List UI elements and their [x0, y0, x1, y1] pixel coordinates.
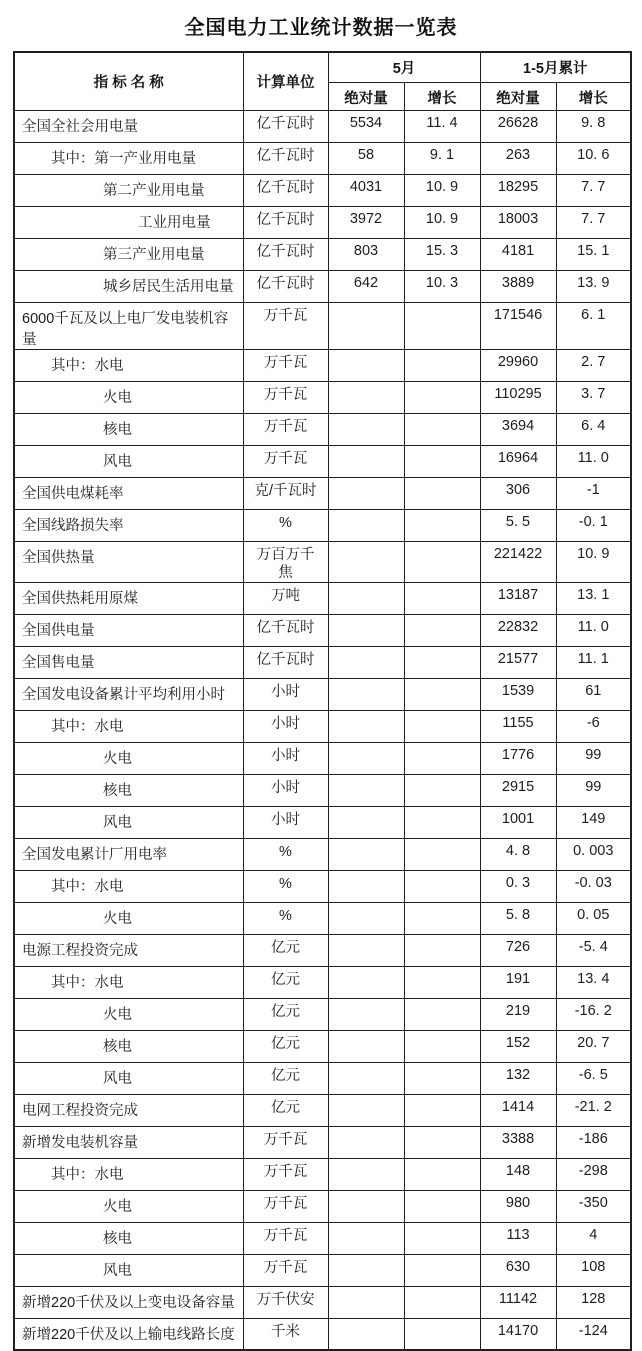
indicator-cell: 全国供热耗用原煤	[14, 582, 243, 614]
table-row	[14, 742, 631, 774]
unit-cell: 万千瓦	[243, 381, 328, 413]
may-absolute-cell	[328, 774, 404, 806]
table-row	[14, 238, 631, 270]
may-growth-cell	[404, 838, 480, 870]
unit-cell: 万吨	[243, 582, 328, 614]
cumulative-growth-cell: 13. 1	[556, 582, 631, 614]
unit-cell: 小时	[243, 678, 328, 710]
unit-cell: 万千伏安	[243, 1286, 328, 1318]
unit-cell: 亿千瓦时	[243, 110, 328, 142]
may-absolute-cell	[328, 1254, 404, 1286]
cumulative-growth-cell: 149	[556, 806, 631, 838]
may-growth-cell: 10. 3	[404, 270, 480, 302]
indicator-cell: 城乡居民生活用电量	[14, 270, 243, 302]
cumulative-absolute-cell: 29960	[480, 349, 556, 381]
indicator-cell: 新增发电装机容量	[14, 1126, 243, 1158]
table-row	[14, 678, 631, 710]
cumulative-absolute-cell: 2915	[480, 774, 556, 806]
cumulative-absolute-cell: 630	[480, 1254, 556, 1286]
indicator-cell: 其中：水电	[14, 349, 243, 381]
may-absolute-cell: 803	[328, 238, 404, 270]
table-row	[14, 1062, 631, 1094]
may-absolute-cell	[328, 302, 404, 349]
indicator-cell: 火电	[14, 998, 243, 1030]
indicator-cell: 6000千瓦及以上电厂发电装机容量	[14, 302, 243, 349]
unit-cell: 万千瓦	[243, 1254, 328, 1286]
unit-cell: 亿元	[243, 1030, 328, 1062]
cumulative-absolute-cell: 16964	[480, 445, 556, 477]
indicator-cell: 全国供电煤耗率	[14, 477, 243, 509]
may-growth-cell	[404, 1062, 480, 1094]
may-absolute-cell: 4031	[328, 174, 404, 206]
may-growth-cell	[404, 1190, 480, 1222]
table-header	[14, 52, 631, 110]
indicator-cell: 核电	[14, 1030, 243, 1062]
cumulative-absolute-cell: 110295	[480, 381, 556, 413]
indicator-cell: 全国发电设备累计平均利用小时	[14, 678, 243, 710]
unit-cell: 千米	[243, 1318, 328, 1350]
table-row	[14, 710, 631, 742]
cumulative-absolute-cell: 263	[480, 142, 556, 174]
cumulative-absolute-cell: 14170	[480, 1318, 556, 1350]
table-row	[14, 349, 631, 381]
may-growth-cell	[404, 998, 480, 1030]
unit-cell: 万千瓦	[243, 1126, 328, 1158]
indicator-cell: 全国售电量	[14, 646, 243, 678]
cumulative-absolute-cell: 4181	[480, 238, 556, 270]
cumulative-growth-cell: 0. 003	[556, 838, 631, 870]
may-absolute-cell	[328, 998, 404, 1030]
unit-cell: 亿千瓦时	[243, 238, 328, 270]
table-row	[14, 1126, 631, 1158]
cumulative-absolute-cell: 22832	[480, 614, 556, 646]
cumulative-growth-cell: -6	[556, 710, 631, 742]
unit-cell: 万千瓦	[243, 1190, 328, 1222]
may-growth-cell: 15. 3	[404, 238, 480, 270]
indicator-cell: 风电	[14, 445, 243, 477]
table-row	[14, 646, 631, 678]
cumulative-growth-cell: 6. 1	[556, 302, 631, 349]
cumulative-absolute-cell: 4. 8	[480, 838, 556, 870]
indicator-cell: 全国供电量	[14, 614, 243, 646]
cumulative-absolute-cell: 1001	[480, 806, 556, 838]
may-absolute-cell	[328, 646, 404, 678]
may-growth-cell	[404, 349, 480, 381]
cumulative-absolute-cell: 171546	[480, 302, 556, 349]
table-row	[14, 110, 631, 142]
may-growth-cell: 11. 4	[404, 110, 480, 142]
header-cumulative-growth: 增长	[556, 82, 631, 110]
unit-cell: 万千瓦	[243, 1158, 328, 1190]
indicator-cell: 核电	[14, 1222, 243, 1254]
cumulative-growth-cell: 3. 7	[556, 381, 631, 413]
may-absolute-cell	[328, 1222, 404, 1254]
unit-cell: 克/千瓦时	[243, 477, 328, 509]
indicator-cell: 风电	[14, 1254, 243, 1286]
table-row	[14, 870, 631, 902]
may-growth-cell	[404, 806, 480, 838]
may-growth-cell	[404, 1318, 480, 1350]
may-absolute-cell	[328, 413, 404, 445]
cumulative-absolute-cell: 18003	[480, 206, 556, 238]
table-row	[14, 270, 631, 302]
cumulative-growth-cell: 0. 05	[556, 902, 631, 934]
header-may-absolute: 绝对量	[328, 82, 404, 110]
cumulative-growth-cell: 7. 7	[556, 174, 631, 206]
may-growth-cell	[404, 1286, 480, 1318]
cumulative-growth-cell: 108	[556, 1254, 631, 1286]
unit-cell: 亿元	[243, 1094, 328, 1126]
may-absolute-cell	[328, 541, 404, 582]
cumulative-growth-cell: -6. 5	[556, 1062, 631, 1094]
table-row	[14, 1094, 631, 1126]
stats-table	[13, 51, 632, 1351]
cumulative-absolute-cell: 148	[480, 1158, 556, 1190]
unit-cell: 万千瓦	[243, 1222, 328, 1254]
table-row	[14, 413, 631, 445]
may-absolute-cell: 3972	[328, 206, 404, 238]
table-row	[14, 838, 631, 870]
may-growth-cell: 10. 9	[404, 206, 480, 238]
unit-cell: 亿元	[243, 934, 328, 966]
table-row	[14, 174, 631, 206]
cumulative-absolute-cell: 306	[480, 477, 556, 509]
cumulative-absolute-cell: 726	[480, 934, 556, 966]
cumulative-growth-cell: 10. 9	[556, 541, 631, 582]
cumulative-absolute-cell: 221422	[480, 541, 556, 582]
cumulative-growth-cell: 11. 1	[556, 646, 631, 678]
may-absolute-cell: 58	[328, 142, 404, 174]
unit-cell: 小时	[243, 710, 328, 742]
indicator-cell: 火电	[14, 902, 243, 934]
indicator-cell: 全国供热量	[14, 541, 243, 582]
may-absolute-cell	[328, 806, 404, 838]
table-row	[14, 614, 631, 646]
indicator-cell: 电网工程投资完成	[14, 1094, 243, 1126]
table-row	[14, 966, 631, 998]
cumulative-absolute-cell: 1414	[480, 1094, 556, 1126]
may-absolute-cell	[328, 966, 404, 998]
may-absolute-cell	[328, 1190, 404, 1222]
cumulative-absolute-cell: 219	[480, 998, 556, 1030]
cumulative-growth-cell: 4	[556, 1222, 631, 1254]
table-row	[14, 902, 631, 934]
cumulative-growth-cell: 61	[556, 678, 631, 710]
table-row	[14, 1222, 631, 1254]
may-growth-cell	[404, 774, 480, 806]
may-growth-cell	[404, 509, 480, 541]
cumulative-growth-cell: 9. 8	[556, 110, 631, 142]
indicator-cell: 第三产业用电量	[14, 238, 243, 270]
may-absolute-cell	[328, 477, 404, 509]
cumulative-absolute-cell: 5. 8	[480, 902, 556, 934]
cumulative-absolute-cell: 18295	[480, 174, 556, 206]
may-absolute-cell	[328, 445, 404, 477]
cumulative-growth-cell: 99	[556, 774, 631, 806]
table-row	[14, 1254, 631, 1286]
indicator-cell: 核电	[14, 774, 243, 806]
cumulative-absolute-cell: 132	[480, 1062, 556, 1094]
table-row	[14, 774, 631, 806]
may-growth-cell	[404, 1158, 480, 1190]
table-row	[14, 1190, 631, 1222]
unit-cell: 亿千瓦时	[243, 142, 328, 174]
cumulative-growth-cell: -0. 1	[556, 509, 631, 541]
may-growth-cell	[404, 1094, 480, 1126]
may-absolute-cell	[328, 678, 404, 710]
table-row	[14, 302, 631, 349]
indicator-cell: 其中：水电	[14, 1158, 243, 1190]
cumulative-growth-cell: 6. 4	[556, 413, 631, 445]
may-growth-cell	[404, 445, 480, 477]
indicator-cell: 核电	[14, 413, 243, 445]
may-absolute-cell	[328, 1318, 404, 1350]
cumulative-absolute-cell: 980	[480, 1190, 556, 1222]
table-row	[14, 1318, 631, 1350]
may-absolute-cell: 642	[328, 270, 404, 302]
header-may-growth: 增长	[404, 82, 480, 110]
unit-cell: 万千瓦	[243, 302, 328, 349]
table-body	[14, 110, 631, 1350]
may-growth-cell	[404, 1254, 480, 1286]
unit-cell: 小时	[243, 806, 328, 838]
may-growth-cell: 9. 1	[404, 142, 480, 174]
cumulative-absolute-cell: 152	[480, 1030, 556, 1062]
unit-cell: 亿元	[243, 998, 328, 1030]
table-row	[14, 509, 631, 541]
indicator-cell: 火电	[14, 381, 243, 413]
header-row-groups	[14, 52, 631, 82]
cumulative-growth-cell: -186	[556, 1126, 631, 1158]
may-absolute-cell	[328, 934, 404, 966]
unit-cell: 亿千瓦时	[243, 174, 328, 206]
unit-cell: %	[243, 902, 328, 934]
may-absolute-cell	[328, 1094, 404, 1126]
may-absolute-cell	[328, 1030, 404, 1062]
may-growth-cell	[404, 678, 480, 710]
may-absolute-cell	[328, 509, 404, 541]
may-growth-cell	[404, 582, 480, 614]
may-absolute-cell	[328, 1062, 404, 1094]
table-row	[14, 806, 631, 838]
indicator-cell: 其中：水电	[14, 966, 243, 998]
unit-cell: 万千瓦	[243, 413, 328, 445]
may-growth-cell	[404, 902, 480, 934]
table-row	[14, 998, 631, 1030]
indicator-cell: 电源工程投资完成	[14, 934, 243, 966]
unit-cell: 万百万千焦	[243, 541, 328, 582]
may-absolute-cell	[328, 381, 404, 413]
indicator-cell: 全国全社会用电量	[14, 110, 243, 142]
indicator-cell: 全国发电累计厂用电率	[14, 838, 243, 870]
may-absolute-cell: 5534	[328, 110, 404, 142]
cumulative-growth-cell: 99	[556, 742, 631, 774]
cumulative-growth-cell: 7. 7	[556, 206, 631, 238]
may-growth-cell	[404, 710, 480, 742]
table-row	[14, 541, 631, 582]
cumulative-absolute-cell: 3889	[480, 270, 556, 302]
cumulative-absolute-cell: 1539	[480, 678, 556, 710]
cumulative-absolute-cell: 5. 5	[480, 509, 556, 541]
cumulative-growth-cell: -5. 4	[556, 934, 631, 966]
cumulative-growth-cell: -298	[556, 1158, 631, 1190]
unit-cell: %	[243, 838, 328, 870]
page-title: 全国电力工业统计数据一览表	[184, 17, 458, 39]
may-absolute-cell	[328, 870, 404, 902]
cumulative-absolute-cell: 3694	[480, 413, 556, 445]
unit-cell: %	[243, 509, 328, 541]
may-growth-cell	[404, 966, 480, 998]
may-growth-cell	[404, 541, 480, 582]
cumulative-absolute-cell: 1776	[480, 742, 556, 774]
cumulative-absolute-cell: 13187	[480, 582, 556, 614]
unit-cell: 亿元	[243, 1062, 328, 1094]
table-row	[14, 934, 631, 966]
header-group-may: 5月	[328, 52, 480, 82]
header-indicator: 指 标 名 称	[14, 52, 243, 110]
table-row	[14, 1030, 631, 1062]
table-row	[14, 206, 631, 238]
cumulative-growth-cell: -16. 2	[556, 998, 631, 1030]
cumulative-absolute-cell: 11142	[480, 1286, 556, 1318]
cumulative-growth-cell: 11. 0	[556, 614, 631, 646]
cumulative-growth-cell: 13. 4	[556, 966, 631, 998]
cumulative-growth-cell: -350	[556, 1190, 631, 1222]
may-growth-cell	[404, 381, 480, 413]
may-growth-cell: 10. 9	[404, 174, 480, 206]
may-growth-cell	[404, 614, 480, 646]
indicator-cell: 风电	[14, 1062, 243, 1094]
cumulative-growth-cell: 15. 1	[556, 238, 631, 270]
cumulative-growth-cell: 2. 7	[556, 349, 631, 381]
may-growth-cell	[404, 1126, 480, 1158]
cumulative-absolute-cell: 1155	[480, 710, 556, 742]
indicator-cell: 第二产业用电量	[14, 174, 243, 206]
may-absolute-cell	[328, 1158, 404, 1190]
may-growth-cell	[404, 413, 480, 445]
table-row	[14, 1158, 631, 1190]
may-growth-cell	[404, 742, 480, 774]
unit-cell: 亿千瓦时	[243, 614, 328, 646]
may-absolute-cell	[328, 742, 404, 774]
indicator-cell: 新增220千伏及以上变电设备容量	[14, 1286, 243, 1318]
cumulative-growth-cell: 20. 7	[556, 1030, 631, 1062]
cumulative-absolute-cell: 21577	[480, 646, 556, 678]
unit-cell: 亿千瓦时	[243, 206, 328, 238]
cumulative-absolute-cell: 26628	[480, 110, 556, 142]
unit-cell: 亿千瓦时	[243, 270, 328, 302]
may-absolute-cell	[328, 902, 404, 934]
cumulative-growth-cell: 10. 6	[556, 142, 631, 174]
indicator-cell: 火电	[14, 1190, 243, 1222]
indicator-cell: 其中：第一产业用电量	[14, 142, 243, 174]
may-absolute-cell	[328, 614, 404, 646]
indicator-cell: 新增220千伏及以上输电线路长度	[14, 1318, 243, 1350]
cumulative-absolute-cell: 113	[480, 1222, 556, 1254]
unit-cell: %	[243, 870, 328, 902]
cumulative-growth-cell: -124	[556, 1318, 631, 1350]
unit-cell: 万千瓦	[243, 349, 328, 381]
indicator-cell: 其中：水电	[14, 870, 243, 902]
cumulative-growth-cell: -1	[556, 477, 631, 509]
header-unit: 计算单位	[243, 52, 328, 110]
cumulative-absolute-cell: 3388	[480, 1126, 556, 1158]
may-growth-cell	[404, 1030, 480, 1062]
table-row	[14, 445, 631, 477]
header-group-cumulative: 1-5月累计	[480, 52, 631, 82]
unit-cell: 小时	[243, 742, 328, 774]
indicator-cell: 全国线路损失率	[14, 509, 243, 541]
cumulative-growth-cell: 13. 9	[556, 270, 631, 302]
cumulative-absolute-cell: 0. 3	[480, 870, 556, 902]
unit-cell: 万千瓦	[243, 445, 328, 477]
cumulative-growth-cell: -0. 03	[556, 870, 631, 902]
may-growth-cell	[404, 477, 480, 509]
may-absolute-cell	[328, 710, 404, 742]
cumulative-growth-cell: -21. 2	[556, 1094, 631, 1126]
may-absolute-cell	[328, 1286, 404, 1318]
table-row	[14, 381, 631, 413]
indicator-cell: 其中：水电	[14, 710, 243, 742]
may-growth-cell	[404, 934, 480, 966]
may-growth-cell	[404, 646, 480, 678]
table-row	[14, 582, 631, 614]
unit-cell: 小时	[243, 774, 328, 806]
cumulative-growth-cell: 128	[556, 1286, 631, 1318]
may-growth-cell	[404, 302, 480, 349]
unit-cell: 亿元	[243, 966, 328, 998]
may-absolute-cell	[328, 1126, 404, 1158]
table-row	[14, 142, 631, 174]
may-absolute-cell	[328, 838, 404, 870]
table-row	[14, 477, 631, 509]
may-absolute-cell	[328, 582, 404, 614]
cumulative-growth-cell: 11. 0	[556, 445, 631, 477]
may-growth-cell	[404, 870, 480, 902]
header-cumulative-absolute: 绝对量	[480, 82, 556, 110]
may-growth-cell	[404, 1222, 480, 1254]
indicator-cell: 火电	[14, 742, 243, 774]
cumulative-absolute-cell: 191	[480, 966, 556, 998]
may-absolute-cell	[328, 349, 404, 381]
indicator-cell: 风电	[14, 806, 243, 838]
table-row	[14, 1286, 631, 1318]
indicator-cell: 工业用电量	[14, 206, 243, 238]
unit-cell: 亿千瓦时	[243, 646, 328, 678]
